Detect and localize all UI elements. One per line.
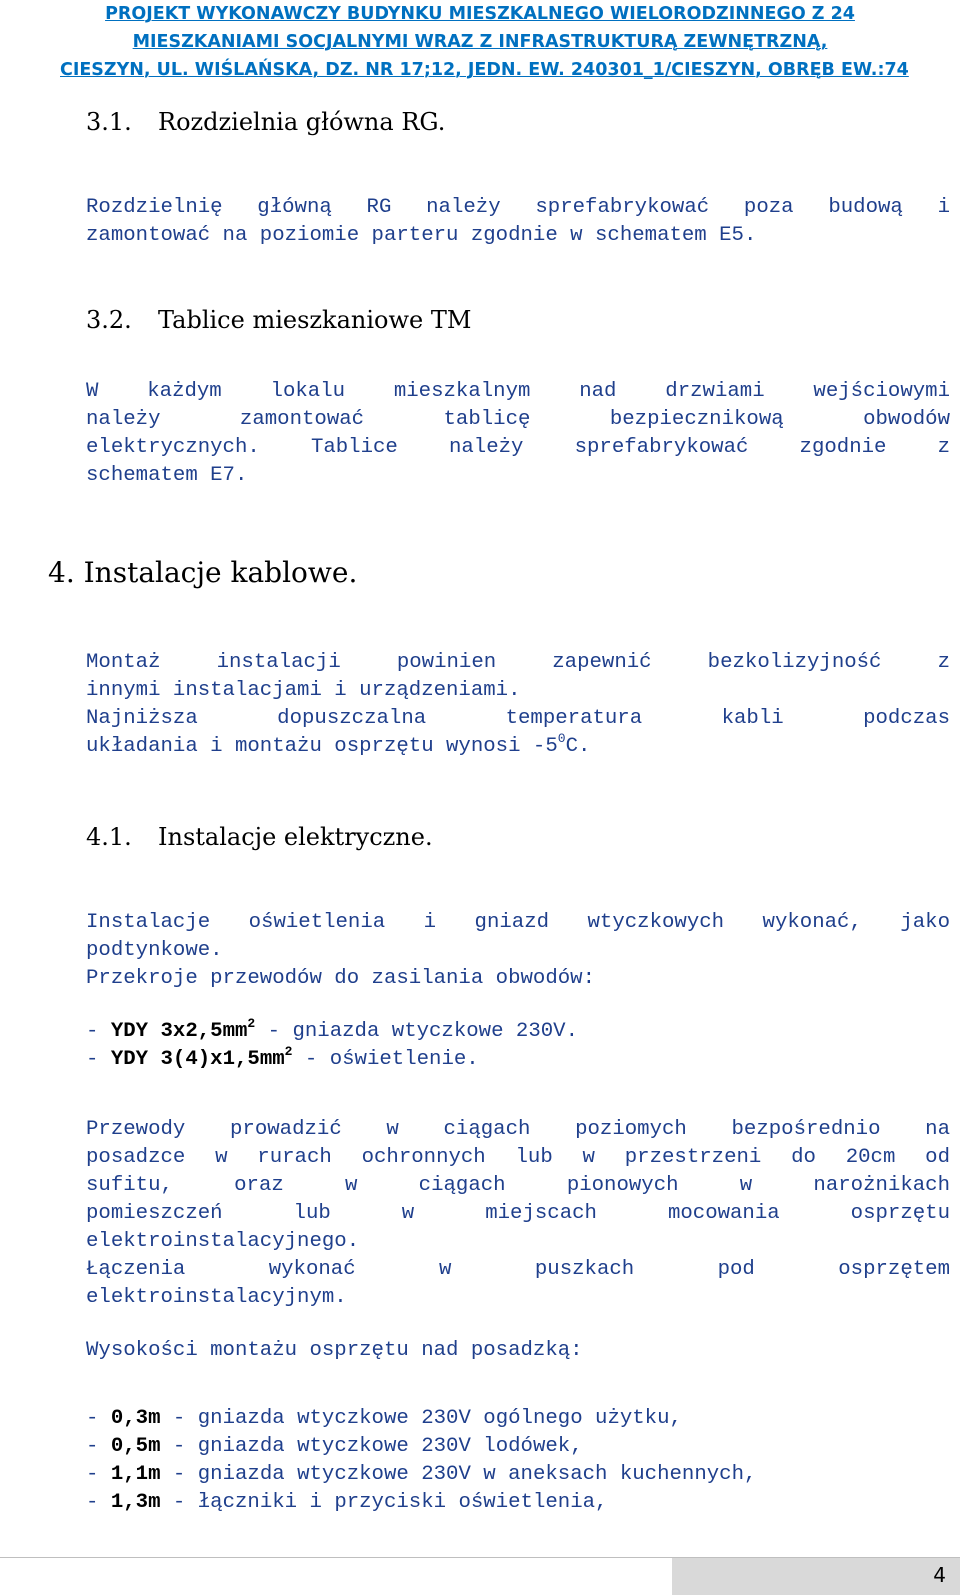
temperature-line [86,733,950,761]
dash: - [86,1407,111,1430]
section-4-body [86,649,950,761]
paragraph-line: Przewody prowadzić w ciągach poziomych bezpośrednio na [86,1118,950,1141]
routing-paragraph [86,1116,950,1312]
height-item [86,1433,950,1461]
section-3-2-body [86,378,950,490]
paragraph-line: schematem E7. [86,464,248,487]
paragraph-line: posadzce w rurach ochronnych lub w przestrzeni do 20cm od [86,1146,950,1169]
document-header [60,0,909,84]
section-3-2-heading [86,306,471,334]
paragraph-line: elektrycznych. Tablice należy sprefabrykować zgodnie z [86,436,950,459]
section-number: 4.1. [86,823,132,851]
section-4-heading [48,556,357,589]
height-value: 1,1m [110,1463,161,1486]
height-item [86,1489,950,1517]
degree-superscript: 0 [557,731,566,746]
section-3-1-body [86,194,950,250]
header-line-3: CIESZYN, UL. WIŚLAŃSKA, DZ. NR 17;12, JEDN. EW. 240301_1/CIESZYN, OBRĘB EW.:74 [60,60,909,80]
paragraph-line: Instalacje oświetlenia i gniazd wtyczkowych wykonać, jako [86,911,950,934]
temperature-unit: C. [565,735,591,758]
height-desc: - gniazda wtyczkowe 230V ogólnego użytku, [160,1407,682,1430]
paragraph-line: podtynkowe. [86,939,223,962]
cable-item [86,1046,950,1074]
paragraph-line: pomieszczeń lub w miejscach mocowania osprzętu [86,1202,950,1225]
cable-purpose: - oświetlenie. [292,1048,479,1071]
paragraph-line: elektroinstalacyjnym. [86,1286,347,1309]
heights-list [86,1405,950,1517]
section-title: Instalacje kablowe. [83,556,358,589]
dash: - [86,1463,111,1486]
paragraph-line: innymi instalacjami i urządzeniami. [86,679,521,702]
unit-superscript: 2 [284,1044,293,1059]
section-number: 4. [48,556,75,589]
section-title: Instalacje elektryczne. [158,823,433,851]
height-item [86,1405,950,1433]
header-line-1: PROJEKT WYKONAWCZY BUDYNKU MIESZKALNEGO WIELORODZINNEGO Z 24 [105,4,855,24]
heights-title [86,1337,950,1365]
dash: - [86,1020,111,1043]
paragraph-line: Najniższa dopuszczalna temperatura kabli podczas [86,707,950,730]
paragraph-line: Rozdzielnię główną RG należy sprefabrykować poza budową i [86,196,950,219]
paragraph-line: zamontować na poziomie parteru zgodnie w schematem E5. [86,224,757,247]
height-desc: - łączniki i przyciski oświetlenia, [160,1491,608,1514]
footer-page-box [672,1558,960,1595]
section-number: 3.2. [86,306,132,334]
page-number: 4 [933,1563,946,1587]
cable-purpose: - gniazda wtyczkowe 230V. [255,1020,578,1043]
paragraph-line: Łączenia wykonać w puszkach pod osprzętem [86,1258,950,1281]
section-number: 3.1. [86,108,132,136]
cable-type: YDY 3(4)x1,5mm [110,1048,285,1071]
section-title: Rozdzielnia główna RG. [158,108,446,136]
cable-item [86,1018,950,1046]
height-desc: - gniazda wtyczkowe 230V w aneksach kuchennych, [160,1463,757,1486]
section-title: Tablice mieszkaniowe TM [158,306,472,334]
dash: - [86,1435,111,1458]
paragraph-line: W każdym lokalu mieszkalnym nad drzwiami wejściowymi [86,380,950,403]
temperature-text: układania i montażu osprzętu wynosi -5 [86,735,558,758]
heights-heading: Wysokości montażu osprzętu nad posadzką: [86,1339,583,1362]
paragraph-line: elektroinstalacyjnego. [86,1230,360,1253]
header-line-2: MIESZKANIAMI SOCJALNYMI WRAZ Z INFRASTRUKTURĄ ZEWNĘTRZNĄ, [132,32,828,52]
paragraph-line: Montaż instalacji powinien zapewnić bezkolizyjność z [86,651,950,674]
height-value: 0,5m [110,1435,161,1458]
section-4-1-intro [86,909,950,993]
height-item [86,1461,950,1489]
cable-type: YDY 3x2,5mm [110,1020,248,1043]
height-desc: - gniazda wtyczkowe 230V lodówek, [160,1435,583,1458]
section-3-1-heading [86,108,445,136]
dash: - [86,1048,111,1071]
paragraph-line: sufitu, oraz w ciągach pionowych w narożnikach [86,1174,950,1197]
unit-superscript: 2 [247,1016,256,1031]
height-value: 0,3m [110,1407,161,1430]
cable-list [86,1018,950,1074]
height-value: 1,3m [110,1491,161,1514]
paragraph-line: należy zamontować tablicę bezpiecznikową obwodów [86,408,950,431]
dash: - [86,1491,111,1514]
paragraph-line: Przekroje przewodów do zasilania obwodów: [86,967,595,990]
section-4-1-heading [86,823,433,851]
